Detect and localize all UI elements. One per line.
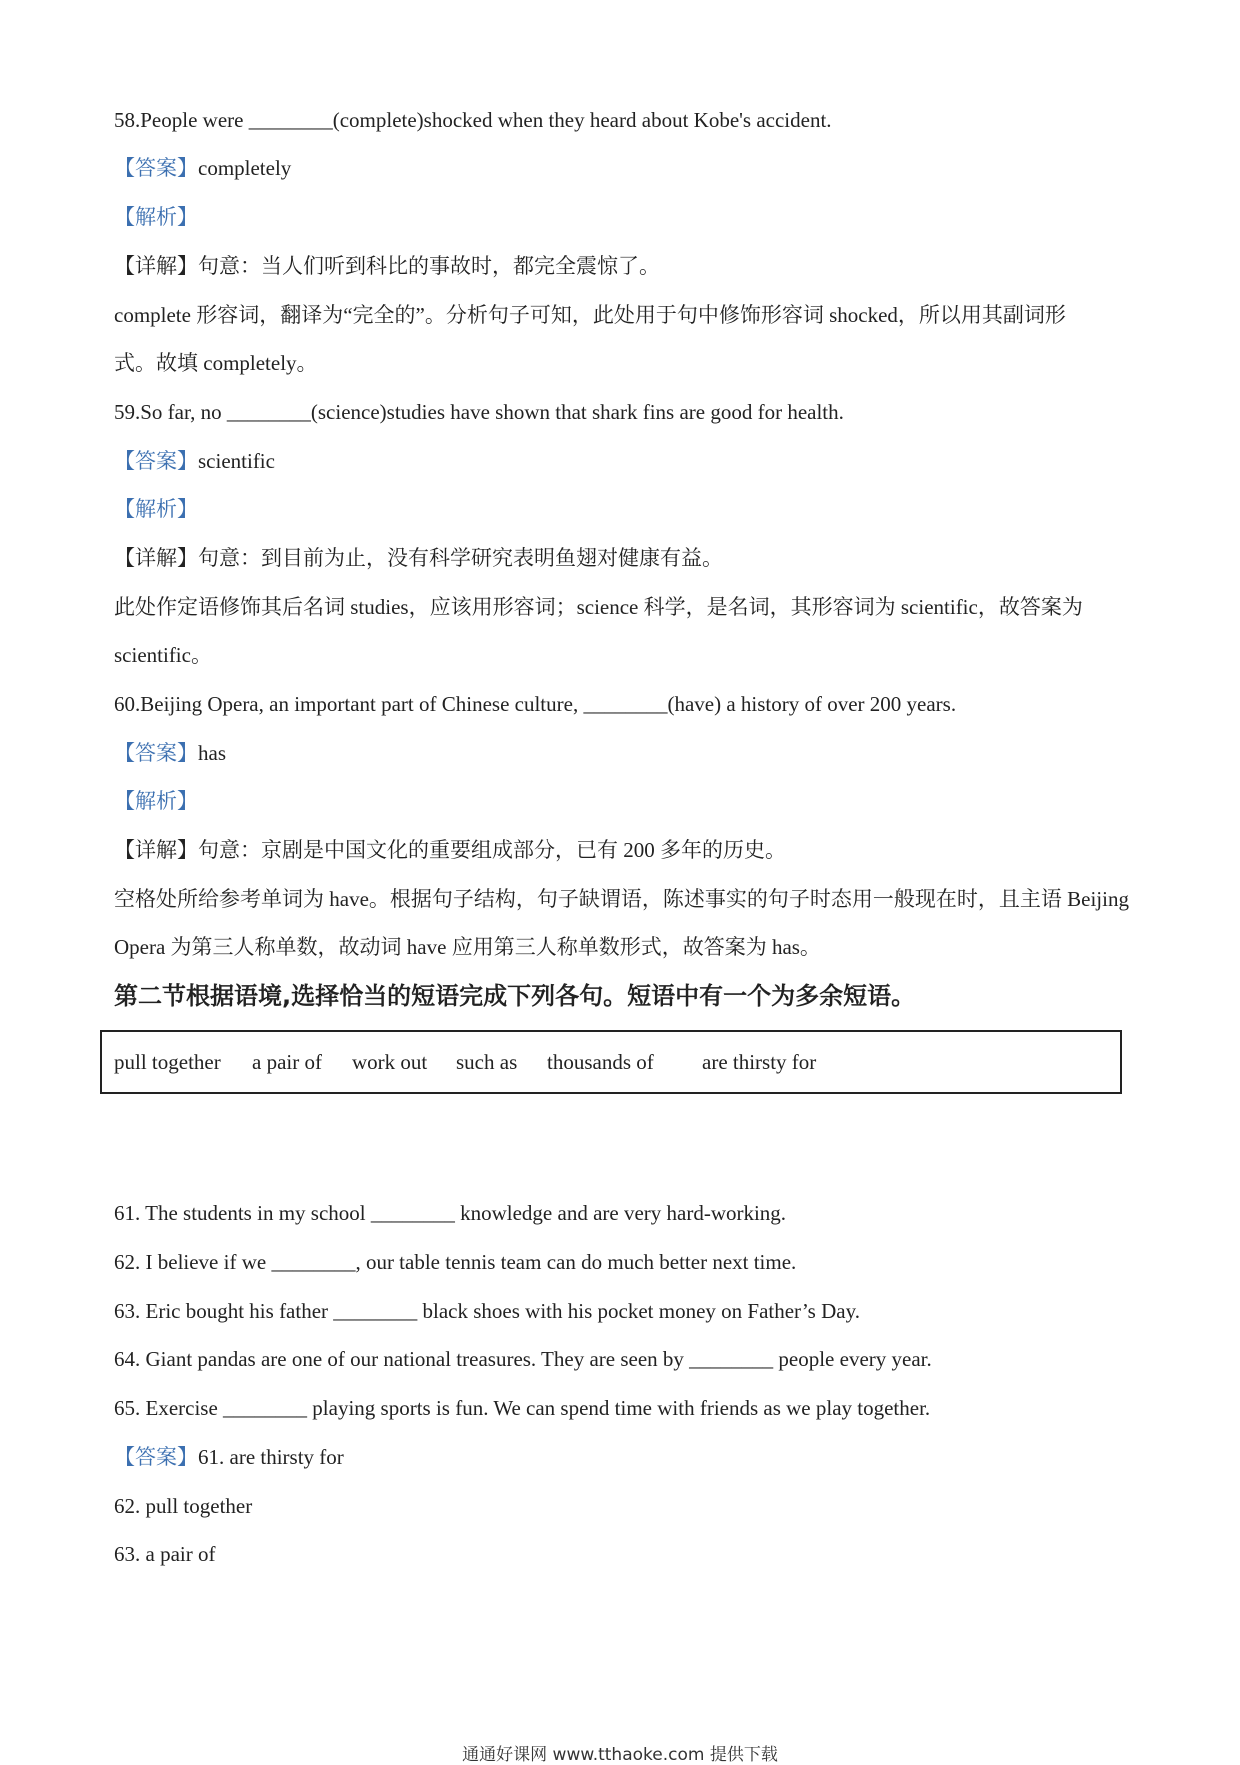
analysis-label-59: 【解析】: [114, 497, 198, 521]
phrase-5: thousands of: [547, 1050, 654, 1074]
detail-text: 句意：京剧是中国文化的重要组成部分，已有 200 多年的历史。: [198, 838, 786, 862]
detail-label: 【详解】: [114, 838, 198, 862]
analysis-label-60: 【解析】: [114, 789, 198, 813]
detail-60-line3: Opera 为第三人称单数，故动词 have 应用第三人称单数形式，故答案为 has。: [114, 935, 821, 959]
question-58: 58.People were ________(complete)shocked when they heard about Kobe's accident.: [114, 108, 832, 132]
answer-label: 【答案】: [114, 449, 198, 473]
answer-label: 【答案】: [114, 156, 198, 180]
phrase-4: such as: [456, 1050, 518, 1074]
sentence-65: 65. Exercise ________ playing sports is fun. We can spend time with friends as we play together.: [114, 1396, 931, 1420]
answer-61: 61. are thirsty for: [198, 1445, 344, 1469]
sentence-64: 64. Giant pandas are one of our national treasures. They are seen by ________ people every year.: [114, 1347, 932, 1371]
phrase-6: are thirsty for: [702, 1050, 817, 1074]
answer-text: scientific: [198, 449, 275, 473]
analysis-label-58: 【解析】: [114, 205, 198, 229]
answer-label: 【答案】: [114, 1445, 198, 1469]
phrase-3: work out: [352, 1050, 428, 1074]
answer-text: completely: [198, 156, 292, 180]
phrase-box: [100, 1030, 1122, 1094]
detail-60-line2: 空格处所给参考单词为 have。根据句子结构，句子缺谓语，陈述事实的句子时态用一般现在时，且主语 Beijing: [114, 887, 1129, 911]
answer-label: 【答案】: [114, 741, 198, 765]
sentence-61: 61. The students in my school ________ knowledge and are very hard-working.: [114, 1201, 787, 1225]
detail-59-line2: 此处作定语修饰其后名词 studies，应该用形容词；science 科学，是名词，其形容词为 scientific，故答案为: [114, 595, 1083, 619]
detail-text: 句意：当人们听到科比的事故时，都完全震惊了。: [198, 254, 660, 278]
section-title: 第二节根据语境,选择恰当的短语完成下列各句。短语中有一个为多余短语。: [114, 982, 916, 1010]
page-footer: 通通好课网 www.tthaoke.com 提供下载: [462, 1745, 778, 1765]
answer-62: 62. pull together: [114, 1494, 253, 1518]
question-59: 59.So far, no ________(science)studies have shown that shark fins are good for health.: [114, 400, 844, 424]
detail-58-line2: complete 形容词，翻译为“完全的”。分析句子可知，此处用于句中修饰形容词 shocked，所以用其副词形: [114, 303, 1066, 327]
answer-59: [114, 446, 275, 476]
answer-58: [114, 153, 291, 183]
detail-59-line1: [114, 543, 723, 573]
detail-58-line3: 式。故填 completely。: [114, 351, 318, 375]
detail-text: 句意：到目前为止，没有科学研究表明鱼翅对健康有益。: [198, 546, 723, 570]
detail-label: 【详解】: [114, 254, 198, 278]
answers-line-1: [114, 1442, 344, 1472]
phrase-1: pull together: [114, 1050, 221, 1074]
sentence-63: 63. Eric bought his father ________ black shoes with his pocket money on Father’s Day.: [114, 1299, 860, 1323]
answer-text: has: [198, 741, 226, 765]
sentence-62: 62. I believe if we ________, our table tennis team can do much better next time.: [114, 1250, 797, 1274]
phrase-2: a pair of: [252, 1050, 322, 1074]
answer-63: 63. a pair of: [114, 1542, 216, 1566]
answer-60: [114, 738, 226, 768]
question-60: 60.Beijing Opera, an important part of Chinese culture, ________(have) a history of over 200 years.: [114, 692, 957, 716]
detail-label: 【详解】: [114, 546, 198, 570]
detail-60-line1: [114, 835, 786, 865]
detail-59-line3: scientific。: [114, 643, 212, 667]
detail-58-line1: [114, 251, 660, 281]
